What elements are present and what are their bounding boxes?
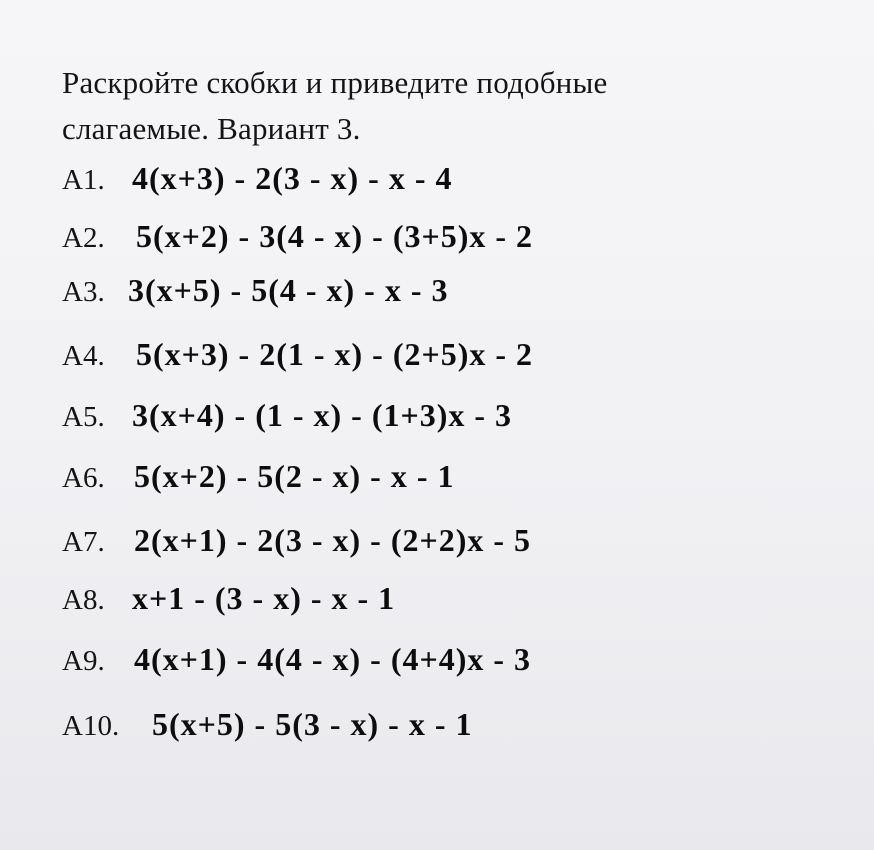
task-label: A1. <box>62 164 105 196</box>
task-label: A2. <box>62 222 105 254</box>
task-expression: x+1 - (3 - x) - x - 1 <box>132 580 396 616</box>
task-expression: 3(x+5) - 5(4 - x) - x - 3 <box>128 272 449 308</box>
task-expression: 4(x+1) - 4(4 - x) - (4+4)x - 3 <box>134 641 532 677</box>
task-expression: 5(x+3) - 2(1 - x) - (2+5)x - 2 <box>136 336 534 372</box>
task-label: A6. <box>62 462 105 494</box>
task-expression: 3(x+4) - (1 - x) - (1+3)x - 3 <box>132 397 513 433</box>
task-label: A9. <box>62 645 105 677</box>
task-item-a8 <box>62 580 822 628</box>
task-expression: 5(x+5) - 5(3 - x) - x - 1 <box>152 706 473 742</box>
task-label: A4. <box>62 340 105 372</box>
task-item-a7 <box>62 522 822 570</box>
task-label: A8. <box>62 584 105 616</box>
task-item-a1 <box>62 160 822 208</box>
task-item-a9 <box>62 641 822 689</box>
assignment-heading <box>62 60 782 152</box>
task-item-a10 <box>62 706 822 754</box>
task-expression: 5(x+2) - 5(2 - x) - x - 1 <box>134 458 455 494</box>
task-label: A5. <box>62 401 105 433</box>
task-item-a6 <box>62 458 822 506</box>
task-item-a5 <box>62 397 822 445</box>
task-label: A3. <box>62 276 105 308</box>
task-item-a3 <box>62 272 822 320</box>
task-item-a4 <box>62 336 822 384</box>
task-label: A7. <box>62 526 105 558</box>
task-label: A10. <box>62 710 120 742</box>
task-expression: 4(x+3) - 2(3 - x) - x - 4 <box>132 160 453 196</box>
task-expression: 2(x+1) - 2(3 - x) - (2+2)x - 5 <box>134 522 532 558</box>
task-item-a2 <box>62 218 822 266</box>
heading-line-1: Раскройте скобки и приведите подобные <box>62 65 608 100</box>
task-expression: 5(x+2) - 3(4 - x) - (3+5)x - 2 <box>136 218 534 254</box>
heading-line-2: слагаемые. Вариант 3. <box>62 111 361 146</box>
